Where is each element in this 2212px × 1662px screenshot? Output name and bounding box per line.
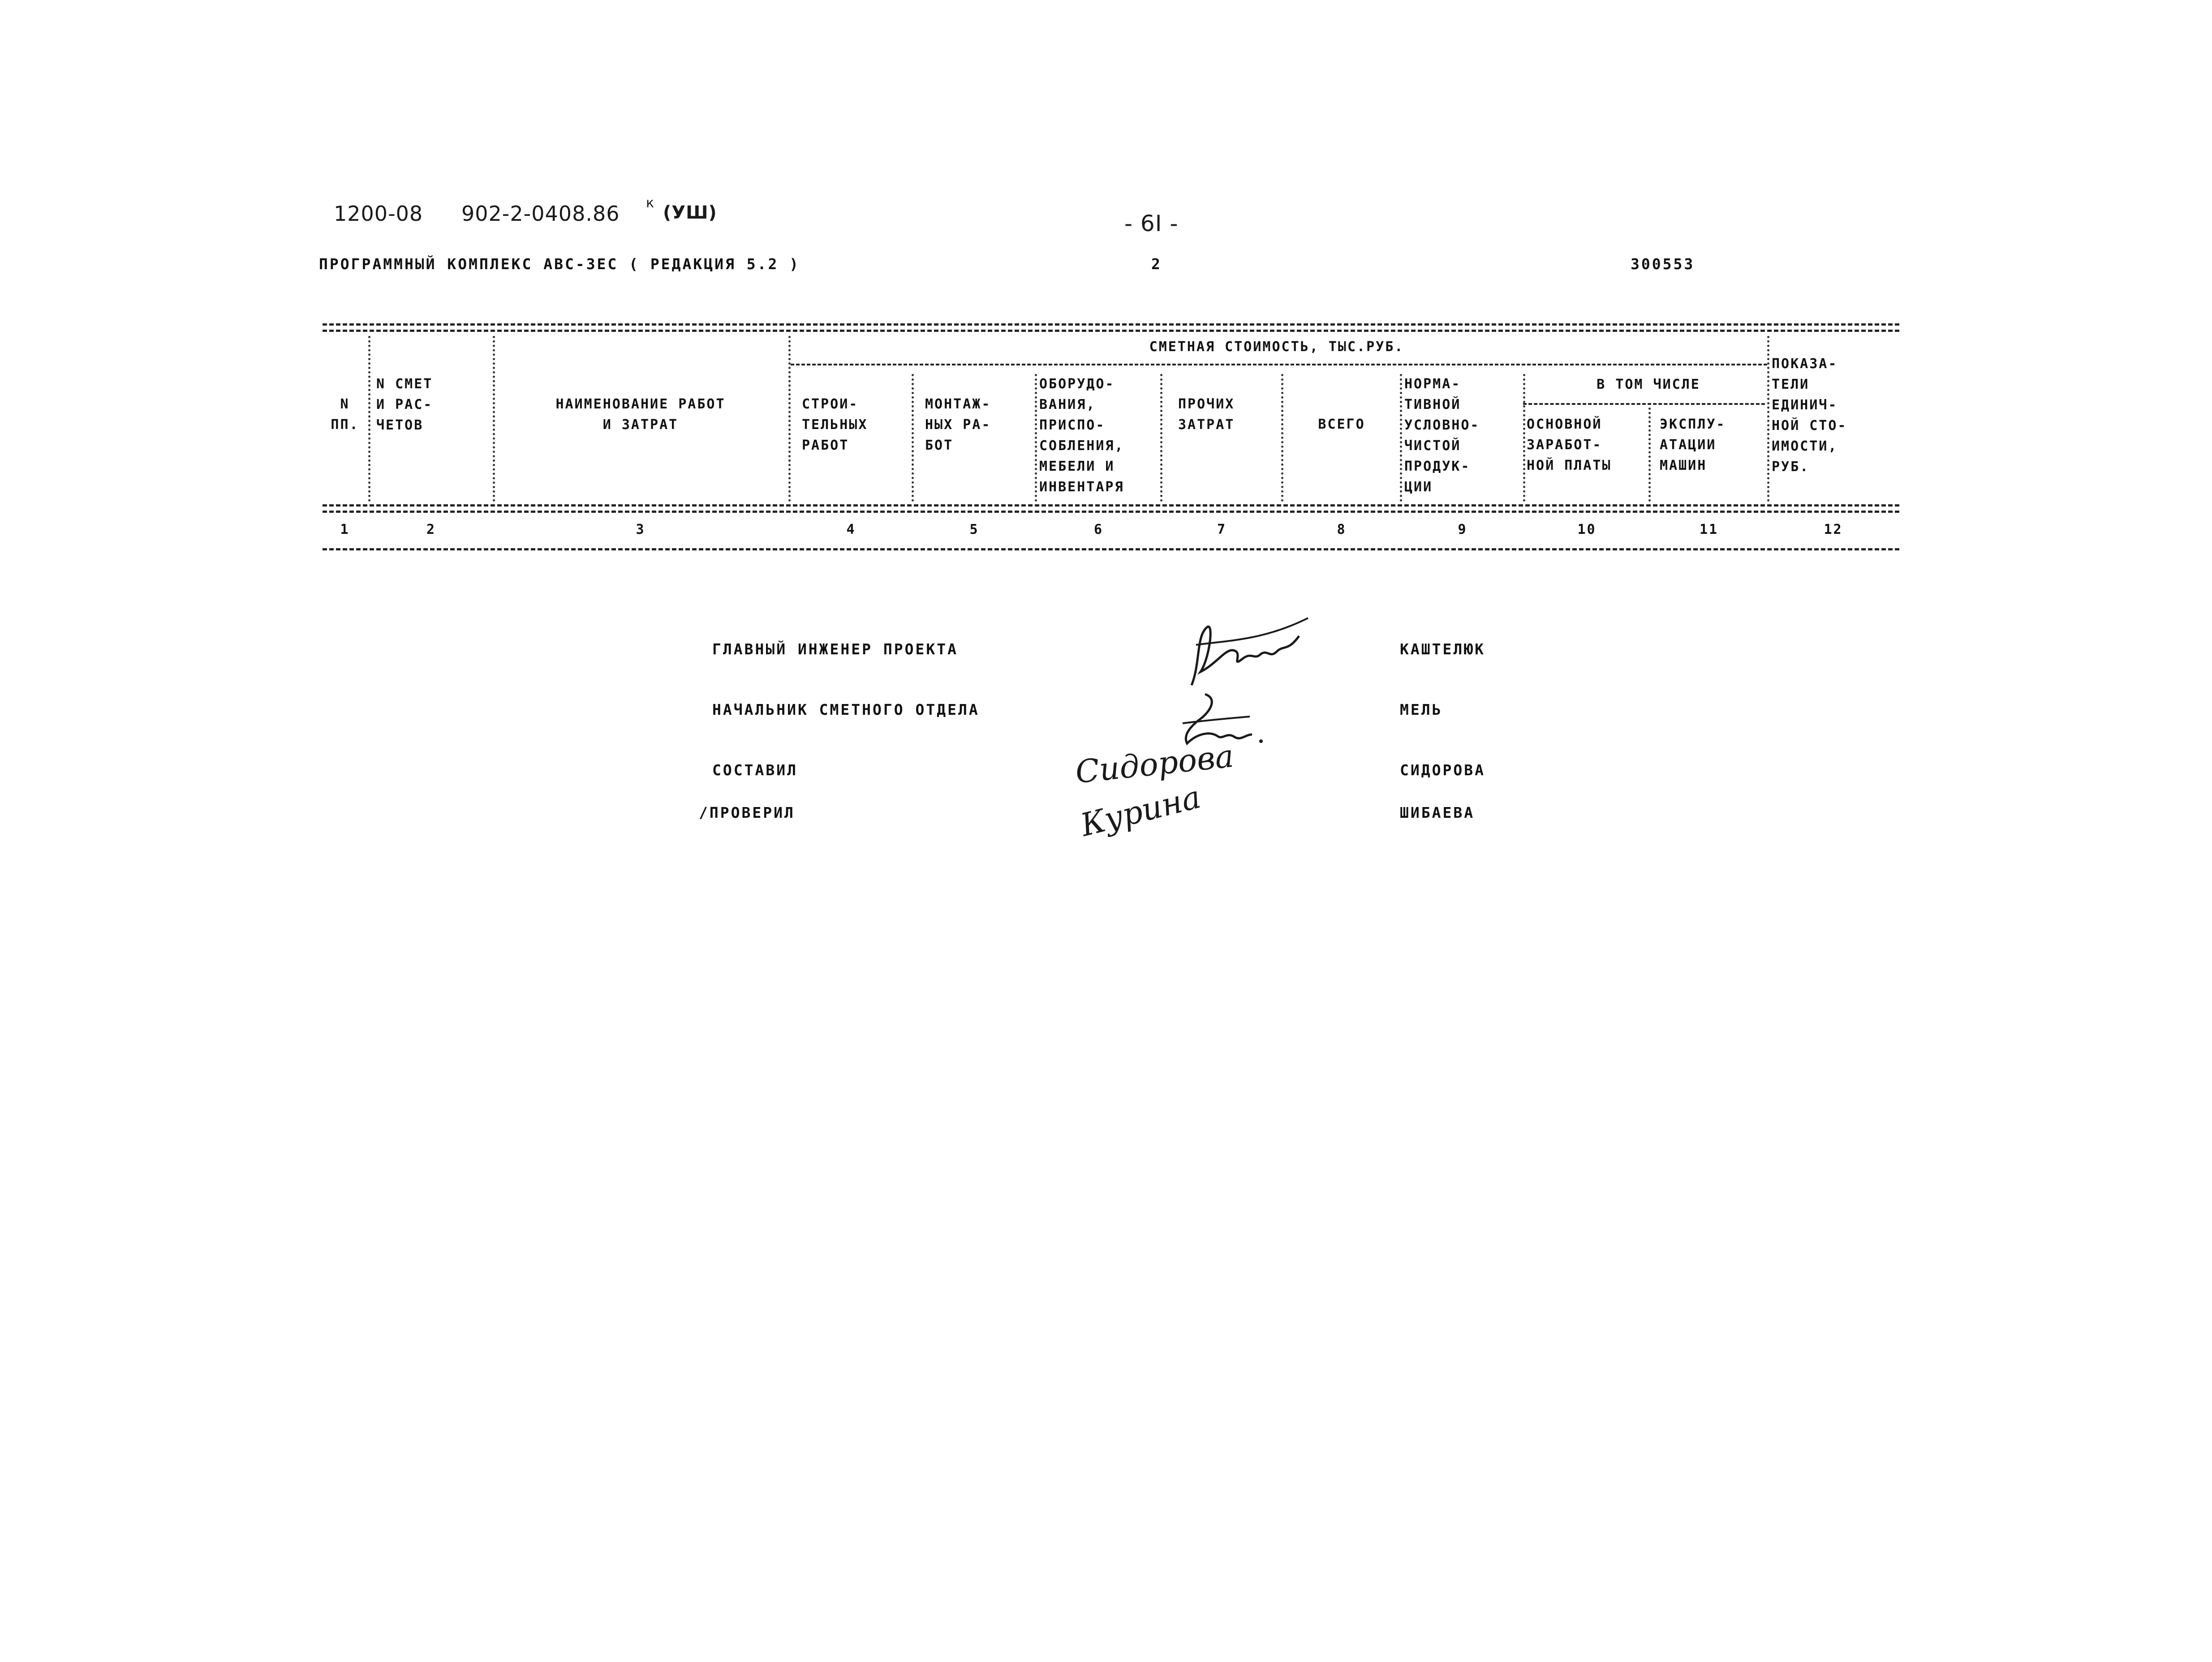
col-divider	[368, 336, 370, 502]
col-divider	[1648, 408, 1651, 502]
col-divider	[1160, 374, 1162, 502]
col-divider	[1281, 374, 1283, 502]
signature-role: ГЛАВНЫЙ ИНЖЕНЕР ПРОЕКТА	[712, 640, 958, 658]
col-number: 3	[636, 522, 646, 537]
table-bottom-rule	[323, 548, 1899, 550]
compiler-signature: Сидорова	[1073, 737, 1235, 791]
col-divider	[1400, 374, 1402, 502]
signature-name: ШИБАЕВА	[1400, 804, 1475, 821]
header-bottom-rule	[323, 504, 1899, 507]
col-number: 4	[846, 522, 856, 537]
signature-role: СОСТАВИЛ	[712, 761, 798, 779]
col-header: НОРМА- ТИВНОЙ УСЛОВНО- ЧИСТОЙ ПРОДУК- ЦИИ	[1404, 376, 1480, 495]
document-code: 300553	[1631, 255, 1695, 273]
project-code: 902-2-0408.86	[461, 202, 620, 226]
col-header: СТРОИ- ТЕЛЬНЫХ РАБОТ	[802, 396, 868, 453]
doc-ref: 1200-08	[334, 202, 423, 226]
signature-name: СИДОРОВА	[1400, 761, 1485, 779]
col-header: N ПП.	[331, 396, 359, 433]
col-header: N СМЕТ И РАС- ЧЕТОВ	[376, 376, 433, 433]
col-header: ПРОЧИХ ЗАТРАТ	[1178, 396, 1235, 433]
col-number: 9	[1458, 522, 1467, 537]
project-suffix: (УШ)	[663, 202, 717, 223]
col-divider	[1035, 374, 1037, 502]
col-number: 10	[1577, 522, 1597, 537]
col-number: 6	[1093, 522, 1104, 537]
col-number: 2	[426, 522, 436, 537]
signature-role: НАЧАЛЬНИК СМЕТНОГО ОТДЕЛА	[712, 701, 980, 718]
col-header: ПОКАЗА- ТЕЛИ ЕДИНИЧ- НОЙ СТО- ИМОСТИ, РУБ.	[1772, 356, 1847, 475]
group-header-rule	[791, 364, 1767, 365]
col-header: ОБОРУДО- ВАНИЯ, ПРИСПО- СОБЛЕНИЯ, МЕБЕЛИ И ИНВЕНТАРЯ	[1039, 376, 1124, 495]
col-header: ВСЕГО	[1318, 417, 1365, 432]
checker-signature: Курина	[1077, 778, 1205, 844]
signature-name: КАШТЕЛЮК	[1400, 640, 1485, 658]
col-number: 11	[1699, 522, 1719, 537]
col-number: 12	[1824, 522, 1843, 537]
col-number: 1	[340, 522, 350, 537]
program-line: ПРОГРАММНЫЙ КОМПЛЕКС АВС-3ЕС ( РЕДАКЦИЯ 5.2 )	[319, 255, 800, 273]
col-number: 7	[1217, 522, 1227, 537]
subgroup-header-rule	[1523, 403, 1765, 405]
page-number: - 6I -	[1124, 210, 1179, 236]
col-number: 8	[1337, 522, 1347, 537]
col-header: ЭКСПЛУ- АТАЦИИ МАШИН	[1660, 417, 1726, 473]
col-divider	[912, 374, 914, 502]
sheet-number: 2	[1151, 255, 1162, 273]
group-header: СМЕТНАЯ СТОИМОСТЬ, ТЫС.РУБ.	[1149, 339, 1404, 355]
col-header: МОНТАЖ- НЫХ РА- БОТ	[925, 396, 991, 453]
subgroup-header: В ТОМ ЧИСЛЕ	[1597, 377, 1700, 392]
signature-name: МЕЛЬ	[1400, 701, 1443, 718]
project-mark: к	[646, 195, 655, 211]
table-top-rule-2	[323, 330, 1899, 332]
header-bottom-rule-2	[323, 511, 1899, 513]
table-top-rule	[323, 323, 1899, 326]
col-divider	[1523, 374, 1525, 502]
col-number: 5	[969, 522, 979, 537]
col-header: НАИМЕНОВАНИЕ РАБОТ И ЗАТРАТ	[555, 396, 726, 433]
col-header: ОСНОВНОЙ ЗАРАБОТ- НОЙ ПЛАТЫ	[1527, 417, 1612, 473]
signature-role: /ПРОВЕРИЛ	[699, 804, 795, 821]
col-divider	[788, 336, 791, 502]
col-divider	[1767, 336, 1769, 502]
